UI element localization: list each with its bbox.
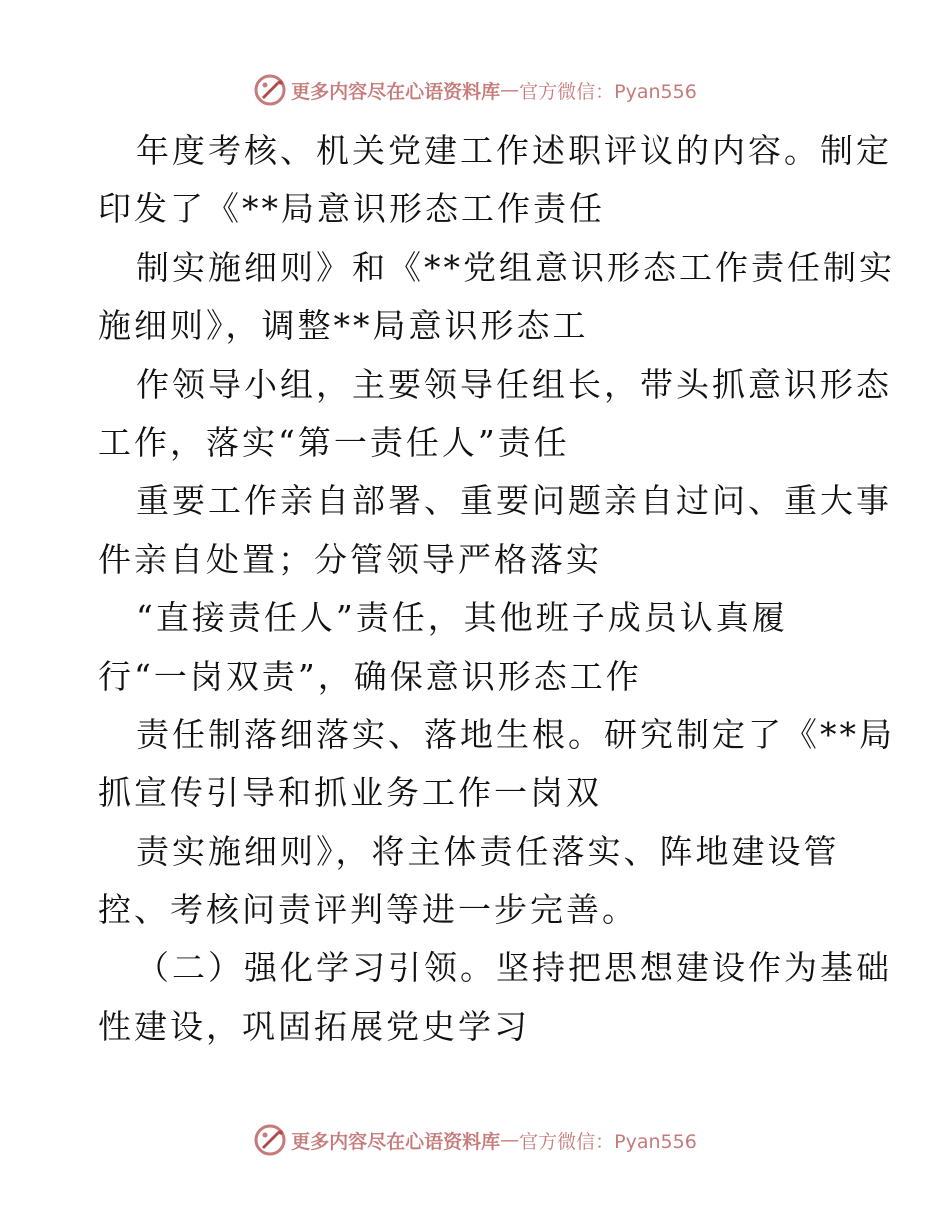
footer-banner-separator: — (500, 1129, 520, 1151)
footer-banner-wechat: 官方微信：Pyan556 (519, 1130, 697, 1153)
body-line: 性建设，巩固拓展党史学习 (98, 1006, 530, 1046)
body-line: 重要工作亲自部署、重要问题亲自过问、重大事 (136, 481, 892, 521)
body-line: （二）强化学习引领。坚持把思想建设作为基础 (136, 948, 892, 988)
body-line: 印发了《**局意识形态工作责任 (98, 189, 605, 229)
body-line: 工作，落实“第一责任人”责任 (98, 422, 570, 462)
body-line: 作领导小组，主要领导任组长，带头抓意识形态 (136, 364, 892, 404)
body-line: 责实施细则》，将主体责任落实、阵地建设管 (136, 831, 840, 871)
body-line: 件亲自处置；分管领导严格落实 (98, 539, 602, 579)
body-line: 行“一岗双责”，确保意识形态工作 (98, 656, 642, 696)
body-line: 控、考核问责评判等进一步完善。 (98, 890, 638, 930)
quill-pen-logo-icon (253, 73, 287, 107)
body-line: “直接责任人”责任，其他班子成员认真履 (136, 598, 788, 638)
body-line: 制实施细则》和《**党组意识形态工作责任制实 (136, 247, 895, 287)
footer-banner (0, 1120, 950, 1160)
quill-pen-logo-icon (253, 1123, 287, 1157)
document-body (98, 122, 895, 1056)
header-banner-separator: — (500, 79, 520, 101)
body-line: 施细则》，调整**局意识形态工 (98, 306, 589, 346)
header-banner-title: 更多内容尽在心语资料库 (291, 80, 501, 103)
body-line: 年度考核、机关党建工作述职评议的内容。制定 (136, 131, 892, 170)
body-line: 责任制落细落实、落地生根。研究制定了《**局 (136, 714, 895, 754)
header-banner (0, 70, 950, 110)
body-line: 抓宣传引导和抓业务工作一岗双 (98, 773, 602, 813)
header-banner-wechat: 官方微信：Pyan556 (519, 80, 697, 103)
footer-banner-title: 更多内容尽在心语资料库 (291, 1130, 501, 1153)
